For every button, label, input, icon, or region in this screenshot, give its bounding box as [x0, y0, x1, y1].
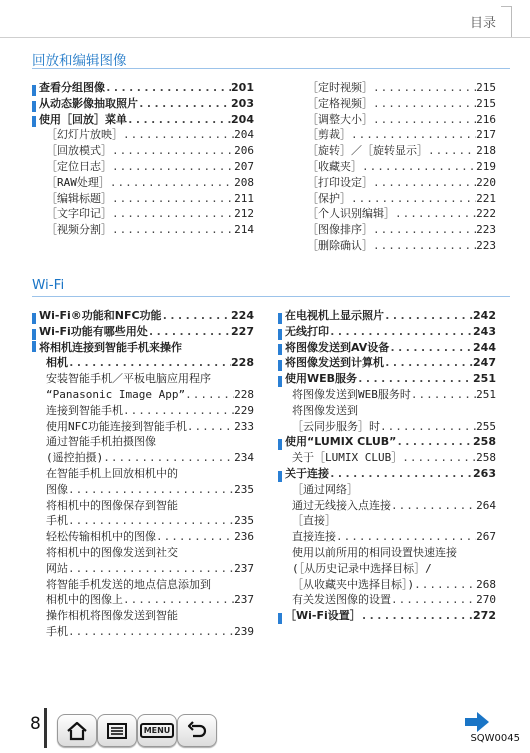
toc-entry-page: 216	[476, 112, 496, 126]
bullet-marker	[278, 360, 282, 371]
toc-entry-title: 将智能手机发送的地点信息添加到	[46, 577, 211, 591]
toc-entry-page: 251	[473, 372, 496, 386]
dot-leader	[414, 577, 476, 593]
toc-entry-title: 使用WEB服务	[285, 372, 358, 386]
toc-entry[interactable]	[32, 191, 254, 207]
toc-entry[interactable]	[278, 466, 496, 482]
toc-entry-title: “Panasonic Image App”	[46, 387, 186, 401]
dot-leader	[123, 592, 234, 608]
dot-leader	[336, 529, 476, 545]
toc-entry[interactable]	[32, 80, 254, 96]
back-icon	[186, 721, 208, 741]
toc-entry-title: 相机	[46, 356, 68, 370]
toc-entry[interactable]	[293, 159, 496, 175]
toc-entry-page: 244	[473, 340, 496, 354]
toc-entry-title: 无线打印	[285, 324, 329, 338]
footer-divider	[44, 708, 47, 748]
dot-leader	[68, 561, 234, 577]
dot-leader	[138, 96, 231, 112]
toc-entry-page: 236	[234, 530, 254, 544]
toc-entry[interactable]	[293, 175, 496, 191]
bullet-marker	[32, 341, 36, 352]
section-divider	[32, 296, 510, 297]
dot-leader	[391, 592, 476, 608]
toc-entry[interactable]	[32, 175, 254, 191]
header-divider	[0, 37, 530, 38]
dot-leader	[362, 159, 476, 175]
dot-leader	[127, 112, 231, 128]
toc-entry-title: ［打印设定］	[307, 175, 373, 189]
toc-entry-title: ［定位日志］	[46, 159, 112, 173]
toc-entry[interactable]	[293, 143, 496, 159]
toc-entry-title: 连接到智能手机	[46, 403, 123, 417]
toc-entry[interactable]	[32, 324, 254, 340]
dot-leader	[105, 80, 231, 96]
toc-entry-page: 268	[476, 577, 496, 591]
toc-entry-title: 图像	[46, 482, 68, 496]
toc-entry-page: 224	[231, 309, 254, 322]
toc-entry-page: 258	[476, 451, 496, 465]
toc-entry-title: ［个人识别编辑］	[307, 207, 395, 221]
dot-leader	[329, 466, 473, 482]
dot-leader	[123, 403, 234, 419]
contents-button[interactable]	[97, 714, 137, 747]
toc-entry[interactable]	[32, 112, 254, 128]
toc-entry[interactable]	[32, 387, 254, 403]
toc-entry[interactable]	[293, 191, 496, 207]
toc-entry-line[interactable]	[32, 545, 254, 561]
next-page-arrow-icon	[464, 711, 490, 733]
toc-entry[interactable]	[278, 419, 496, 435]
toc-entry[interactable]	[32, 624, 254, 640]
toc-entry-page: 255	[476, 419, 496, 433]
toc-entry-line[interactable]	[32, 340, 254, 356]
toc-entry-title: ［RAW处理］	[46, 175, 110, 189]
toc-entry[interactable]	[32, 513, 254, 529]
dot-leader	[395, 206, 476, 222]
toc-entry-line[interactable]	[32, 466, 254, 482]
toc-entry-title: 在电视机上显示照片	[285, 309, 384, 322]
toc-entry[interactable]	[293, 206, 496, 222]
toc-entry[interactable]	[293, 96, 496, 112]
toc-entry-page: 208	[234, 175, 254, 189]
dot-leader	[402, 450, 476, 466]
toc-entry[interactable]	[32, 482, 254, 498]
toc-entry-line[interactable]	[32, 498, 254, 514]
toc-entry-title: ［剪裁］	[307, 128, 351, 142]
toc-entry-page: 258	[473, 435, 496, 449]
toc-entry[interactable]	[278, 450, 496, 466]
toc-entry-line[interactable]	[278, 513, 496, 529]
menu-button[interactable]	[137, 714, 177, 747]
toc-entry-page: 233	[234, 419, 254, 433]
dot-leader	[384, 355, 473, 371]
toc-entry-page: 234	[234, 451, 254, 465]
toc-entry[interactable]	[278, 340, 496, 356]
toc-entry-title: 关于［LUMIX CLUB］	[292, 451, 403, 465]
toc-entry-line[interactable]	[278, 403, 496, 419]
toc-entry-title: 安装智能手机／平板电脑应用程序	[46, 372, 211, 386]
toc-entry-page: 251	[476, 387, 496, 401]
dot-leader	[411, 387, 476, 403]
toc-entry-page: 219	[476, 159, 496, 173]
bullet-marker	[278, 329, 282, 340]
dot-leader	[396, 434, 473, 450]
toc-entry-page: 228	[234, 387, 254, 401]
toc-entry-line[interactable]	[278, 482, 496, 498]
toc-entry[interactable]	[293, 127, 496, 143]
dot-leader	[68, 355, 231, 371]
toc-entry[interactable]	[32, 592, 254, 608]
toc-entry-title: 将相机连接到智能手机来操作	[39, 340, 182, 354]
toc-entry-page: 235	[234, 482, 254, 496]
contents-icon	[106, 722, 128, 740]
bullet-marker	[32, 85, 36, 96]
bullet-marker	[32, 116, 36, 127]
toc-entry-page: 201	[231, 81, 254, 94]
dot-leader	[162, 308, 231, 324]
toc-entry[interactable]	[278, 529, 496, 545]
toc-entry-title: 将图像发送到	[292, 403, 358, 417]
dot-leader	[329, 324, 473, 340]
toc-entry-title: 在智能手机上回放相机中的	[46, 466, 178, 480]
toc-entry-page: 272	[473, 609, 496, 623]
toc-entry[interactable]	[278, 371, 496, 387]
toc-entry-page: 217	[476, 128, 496, 142]
toc-entry-line[interactable]	[32, 371, 254, 387]
dot-leader	[373, 112, 476, 128]
toc-entry[interactable]	[32, 529, 254, 545]
dot-leader	[380, 419, 476, 435]
header-frame	[501, 6, 512, 38]
toc-entry[interactable]	[32, 127, 254, 143]
toc-entry-title: ［从收藏夹中选择目标］)	[292, 577, 415, 591]
toc-entry-page: 223	[476, 223, 496, 237]
home-icon	[66, 721, 88, 741]
toc-entry-title: ［视频分割］	[46, 223, 112, 237]
dot-leader	[373, 238, 476, 254]
toc-entry-title: 手机	[46, 624, 68, 638]
home-button[interactable]	[57, 714, 97, 747]
toc-entry-title: ［定格视频］	[307, 96, 373, 110]
toc-entry-title: 将相机中的图像保存到智能	[46, 498, 178, 512]
dot-leader	[123, 127, 234, 143]
toc-entry-page: 203	[231, 96, 254, 110]
toc-entry-title: ［删除确认］	[307, 238, 373, 252]
dot-leader	[112, 222, 234, 238]
toc-entry-page: 204	[231, 112, 254, 126]
toc-entry[interactable]	[32, 206, 254, 222]
dot-leader	[112, 191, 234, 207]
toc-entry-page: 212	[234, 207, 254, 221]
toc-entry-page: 223	[476, 238, 496, 252]
dot-leader	[187, 419, 234, 435]
toc-entry-page: 239	[234, 624, 254, 638]
toc-entry-title: 将相机中的图像发送到社交	[46, 545, 178, 559]
toc-list-wifi-left	[32, 308, 254, 640]
bullet-marker	[278, 313, 282, 324]
toc-entry-title: ［图像排序］	[307, 223, 373, 237]
dot-leader	[373, 80, 476, 96]
section-title-playback[interactable]: 回放和编辑图像	[32, 53, 127, 69]
toc-entry[interactable]	[32, 222, 254, 238]
dot-leader	[110, 175, 234, 191]
toc-entry-title: ［云同步服务］时	[292, 419, 380, 433]
toc-list-playback-left	[32, 80, 254, 238]
toc-entry-page: 220	[476, 175, 496, 189]
page-number: 8	[30, 714, 41, 734]
bullet-marker	[278, 439, 282, 450]
toc-entry-title: ［文字印记］	[46, 207, 112, 221]
toc-entry-title: ［保护］	[307, 191, 351, 205]
toc-entry[interactable]	[293, 80, 496, 96]
toc-entry-title: Wi-Fi®功能和NFC功能	[39, 309, 162, 322]
back-button[interactable]	[177, 714, 217, 747]
toc-entry-title: 通过无线接入点连接	[292, 498, 391, 512]
dot-leader	[357, 371, 473, 387]
toc-entry-title: ［回放模式］	[46, 144, 112, 158]
bullet-marker	[278, 344, 282, 355]
dot-leader	[68, 482, 234, 498]
header-title[interactable]: 目录	[469, 16, 496, 31]
toc-entry[interactable]	[278, 387, 496, 403]
toc-entry-page: 221	[476, 191, 496, 205]
menu-icon: MENU	[140, 723, 175, 738]
section-divider	[32, 68, 510, 69]
toc-entry[interactable]	[278, 608, 496, 624]
toc-entry-page: 211	[234, 191, 254, 205]
toc-entry[interactable]	[278, 434, 496, 450]
dot-leader	[68, 624, 234, 640]
dot-leader	[373, 96, 476, 112]
toc-entry-page: 235	[234, 514, 254, 528]
toc-entry[interactable]	[293, 238, 496, 254]
toc-entry[interactable]	[32, 419, 254, 435]
toc-entry-title: (［从历史记录中选择目标］/	[292, 561, 432, 575]
toc-entry-title: 将图像发送到AV设备	[285, 340, 390, 354]
toc-entry-page: 264	[476, 498, 496, 512]
toc-entry-page: 267	[476, 530, 496, 544]
toc-entry-title: 查看分组图像	[39, 81, 105, 94]
toc-entry-page: 207	[234, 159, 254, 173]
toc-entry[interactable]	[278, 592, 496, 608]
toc-entry-page: 237	[234, 561, 254, 575]
toc-entry-title: 使用以前所用的相同设置快速连接	[292, 545, 457, 559]
toc-entry[interactable]	[32, 143, 254, 159]
toc-entry-page: 204	[234, 128, 254, 142]
dot-leader	[361, 608, 473, 624]
toc-entry-title: 手机	[46, 514, 68, 528]
toc-entry[interactable]	[293, 222, 496, 238]
dot-leader	[351, 191, 476, 207]
dot-leader	[384, 308, 473, 324]
toc-entry-title: ［旋转］／［旋转显示］	[307, 144, 428, 158]
toc-entry-title: 关于连接	[285, 466, 329, 480]
dot-leader	[389, 340, 473, 356]
toc-entry[interactable]	[293, 112, 496, 128]
dot-leader	[373, 175, 476, 191]
dot-leader	[112, 206, 234, 222]
toc-entry-title: ［幻灯片放映］	[46, 128, 123, 142]
toc-entry-line[interactable]	[278, 561, 496, 577]
toc-entry-line[interactable]	[32, 608, 254, 624]
toc-entry-page: 215	[476, 96, 496, 110]
toc-entry[interactable]	[278, 577, 496, 593]
toc-entry[interactable]	[278, 324, 496, 340]
toc-entry-page: 222	[476, 207, 496, 221]
section-title-wifi[interactable]: Wi-Fi	[32, 277, 65, 293]
dot-leader	[428, 143, 476, 159]
toc-entry-title: 网站	[46, 561, 68, 575]
toc-entry[interactable]	[32, 159, 254, 175]
toc-entry-page: 237	[234, 593, 254, 607]
toc-entry-title: 使用NFC功能连接到智能手机	[46, 419, 187, 433]
toc-entry-line[interactable]	[32, 434, 254, 450]
toc-entry-title: ［直接］	[292, 514, 336, 528]
toc-entry-title: 有关发送图像的设置	[292, 593, 391, 607]
toc-entry-title: 操作相机将图像发送到智能	[46, 609, 178, 623]
toc-entry[interactable]	[278, 498, 496, 514]
dot-leader	[112, 143, 234, 159]
toc-entry-title: (遥控拍摄)	[46, 451, 104, 465]
toc-entry[interactable]	[32, 403, 254, 419]
toc-entry-page: 229	[234, 403, 254, 417]
dot-leader	[391, 498, 476, 514]
toc-entry-title: Wi-Fi功能有哪些用处	[39, 324, 148, 338]
toc-entry[interactable]	[278, 355, 496, 371]
toc-list-wifi-right	[278, 308, 496, 624]
toc-entry-title: 通过智能手机拍摄图像	[46, 435, 156, 449]
toc-entry[interactable]	[32, 308, 254, 324]
dot-leader	[112, 159, 234, 175]
bullet-marker	[32, 313, 36, 324]
dot-leader	[68, 513, 234, 529]
toc-entry-page: 228	[231, 356, 254, 370]
toc-entry-title: ［调整大小］	[307, 112, 373, 126]
toc-entry[interactable]	[32, 96, 254, 112]
bullet-marker	[32, 101, 36, 112]
dot-leader	[103, 450, 234, 466]
dot-leader	[148, 324, 231, 340]
toc-entry-page: 218	[476, 144, 496, 158]
toc-entry-page: 263	[473, 466, 496, 480]
toc-entry-title: 轻松传输相机中的图像	[46, 530, 156, 544]
toc-entry[interactable]	[32, 355, 254, 371]
dot-leader	[185, 387, 234, 403]
bullet-marker	[278, 613, 282, 624]
toc-entry-line[interactable]	[32, 577, 254, 593]
toc-entry-title: 相机中的图像上	[46, 593, 123, 607]
toc-entry[interactable]	[278, 308, 496, 324]
toc-entry-title: 使用［回放］菜单	[39, 112, 127, 126]
toc-entry[interactable]	[32, 450, 254, 466]
toc-entry-title: 将图像发送到计算机	[285, 356, 384, 370]
dot-leader	[351, 127, 476, 143]
toc-entry-title: 从动态影像抽取照片	[39, 96, 138, 110]
toc-entry-page: 214	[234, 223, 254, 237]
toc-entry-title: ［通过网络］	[292, 482, 358, 496]
toc-entry-title: 将图像发送到WEB服务时	[292, 387, 411, 401]
document-code: SQW0045	[470, 733, 520, 744]
toc-entry-page: 247	[473, 356, 496, 370]
toc-entry[interactable]	[32, 561, 254, 577]
toc-entry-page: 270	[476, 593, 496, 607]
toc-entry-title: 直接连接	[292, 530, 336, 544]
toc-entry-title: ［定时视频］	[307, 81, 373, 94]
toc-entry-page: 242	[473, 309, 496, 322]
toc-list-playback-right	[293, 80, 496, 254]
bullet-marker	[32, 329, 36, 340]
dot-leader	[156, 529, 234, 545]
bullet-marker	[278, 471, 282, 482]
toc-entry-page: 206	[234, 144, 254, 158]
toc-entry-page: 227	[231, 324, 254, 338]
toc-entry-title: 使用“LUMIX CLUB”	[285, 435, 397, 449]
toc-entry-title: ［Wi-Fi设置］	[285, 609, 361, 623]
toc-entry-page: 243	[473, 324, 496, 338]
bullet-marker	[278, 376, 282, 387]
toc-entry-page: 215	[476, 81, 496, 94]
toc-entry-line[interactable]	[278, 545, 496, 561]
toc-entry-title: ［编辑标题］	[46, 191, 112, 205]
toc-entry-title: ［收藏夹］	[307, 159, 362, 173]
dot-leader	[373, 222, 476, 238]
